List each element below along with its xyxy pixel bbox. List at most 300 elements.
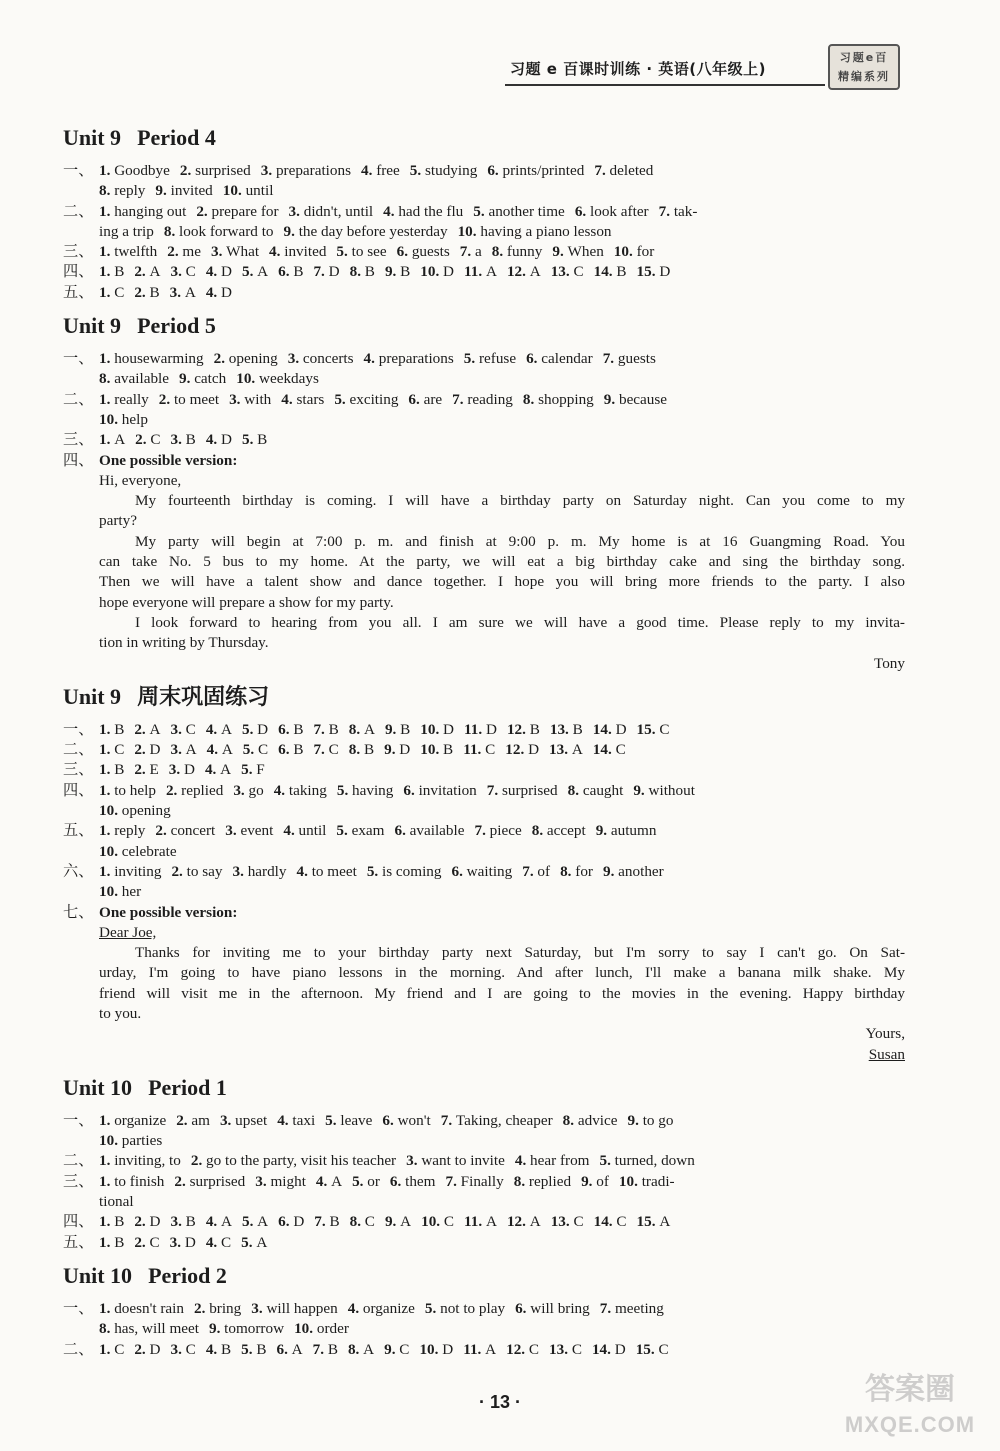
answer-row: [63, 222, 905, 242]
answer-item: 3. A: [169, 283, 196, 301]
answer-item: 10. D: [420, 720, 455, 738]
answer-item: 1. to help: [99, 781, 156, 799]
answer-item: 14. C: [593, 1213, 627, 1231]
answer-row: [63, 720, 905, 740]
item-number: 11.: [464, 720, 486, 738]
item-number: 2.: [158, 390, 174, 408]
answer-item: 7. B: [314, 1213, 340, 1231]
item-number: 8.: [99, 370, 115, 388]
item-number: 10.: [99, 410, 122, 428]
answer-item: 14. C: [592, 741, 626, 759]
item-number: 5.: [241, 761, 257, 779]
item-number: 10.: [420, 263, 444, 281]
item-number: 6.: [382, 1111, 398, 1129]
item-number: 7.: [599, 1299, 615, 1317]
essay-line: urday, I'm going to have piano lessons in the morning. And after lunch, I'll make a banana milk shake. My: [99, 964, 905, 982]
item-number: 15.: [636, 1213, 660, 1231]
exercise-number: 四、: [63, 781, 94, 799]
item-number: 1.: [99, 781, 115, 799]
item-number: 10.: [421, 1213, 444, 1231]
answer-item: 3. B: [170, 1213, 196, 1231]
answer-item: 1. really: [99, 390, 149, 408]
answer-item: 14. B: [593, 263, 627, 281]
answer-item: 15. D: [636, 263, 671, 281]
item-number: 10.: [420, 720, 444, 738]
answer-item: 8. shopping: [522, 390, 594, 408]
answer-row: [63, 1212, 905, 1232]
answer-item: 6. B: [278, 263, 304, 281]
essay-heading: [63, 903, 905, 923]
answer-row: [63, 1192, 905, 1212]
item-number: 2.: [134, 1340, 150, 1358]
answer-item: 1. hanging out: [99, 202, 187, 220]
answer-row: [63, 430, 905, 450]
exercise-number: 五、: [63, 1233, 94, 1251]
item-number: 2.: [176, 1111, 192, 1129]
answer-item: 4. invited: [269, 243, 327, 261]
item-number: 6.: [408, 390, 424, 408]
item-number: 2.: [134, 720, 150, 738]
answer-item: 14. D: [592, 720, 627, 738]
item-number: 6.: [515, 1299, 531, 1317]
item-number: 9.: [552, 243, 568, 261]
item-number: 5.: [599, 1152, 615, 1170]
item-number: 5.: [242, 741, 258, 759]
item-number: 4.: [296, 862, 312, 880]
answer-item: 5. another time: [473, 202, 565, 220]
item-number: 4.: [383, 202, 399, 220]
exercise-number: 一、: [63, 162, 94, 179]
item-number: 8.: [347, 1340, 364, 1358]
item-number: 9.: [155, 182, 171, 200]
answer-item: 1. inviting: [99, 862, 162, 880]
section-title: [63, 1261, 905, 1291]
site-watermark: [820, 1370, 1000, 1448]
answer-row: [63, 1233, 905, 1253]
answer-item: 11. D: [464, 720, 497, 738]
answer-item: 7. tak-: [658, 202, 698, 220]
item-number: 3.: [219, 1111, 236, 1129]
answer-item: 2. opening: [213, 350, 278, 368]
answer-item: 10. C: [421, 1213, 455, 1231]
section-unit: Unit 9: [63, 683, 122, 709]
answer-item: 5. exciting: [334, 390, 399, 408]
answer-item: 2. C: [135, 431, 161, 449]
answer-item: 10. help: [99, 410, 148, 428]
item-number: 15.: [636, 720, 660, 738]
answer-item: 10. order: [294, 1320, 349, 1338]
answer-item: 8. B: [349, 263, 375, 281]
answer-item: 6. calendar: [526, 350, 593, 368]
answer-item: 13. B: [549, 720, 583, 738]
item-number: 6.: [278, 741, 294, 759]
answer-row: [63, 760, 905, 780]
answer-item: tional: [99, 1193, 134, 1211]
section-unit: Unit 9: [63, 313, 122, 339]
item-number: 1.: [99, 1111, 115, 1129]
item-number: 9.: [384, 1213, 401, 1231]
item-number: 5.: [352, 1172, 368, 1190]
answer-item: 9. the day before yesterday: [283, 222, 448, 240]
item-number: 8.: [349, 263, 365, 281]
answer-item: 3. will happen: [251, 1299, 338, 1317]
answer-item: 5. C: [242, 741, 269, 759]
answer-item: 4. free: [361, 162, 400, 179]
answer-item: 4. to meet: [296, 862, 357, 880]
answer-item: 6. invitation: [403, 781, 477, 799]
item-number: 3.: [229, 390, 245, 408]
essay-body: [63, 923, 905, 1024]
answer-item: 15. C: [635, 1340, 669, 1358]
answer-row: [63, 390, 905, 410]
answer-item: 7. surprised: [486, 781, 558, 799]
answer-item: 6. D: [278, 1213, 305, 1231]
answer-item: 2. concert: [155, 822, 216, 840]
answer-item: 2. surprised: [174, 1172, 246, 1190]
answer-item: 6. them: [389, 1172, 436, 1190]
item-number: 5.: [241, 1233, 257, 1251]
answer-item: 5. is coming: [366, 862, 442, 880]
answer-item: 10. weekdays: [236, 370, 319, 388]
item-number: 5.: [241, 1213, 258, 1231]
answer-item: 1. B: [99, 1213, 125, 1231]
item-number: 3.: [168, 761, 184, 779]
answer-item: 2. D: [134, 741, 161, 759]
item-number: 3.: [170, 741, 186, 759]
answer-item: 4. B: [205, 1340, 232, 1358]
answer-item: 10. D: [420, 263, 455, 281]
answer-item: 9. to go: [627, 1111, 674, 1129]
essay-heading: [63, 451, 905, 471]
section-title: [63, 123, 905, 153]
item-number: 6.: [276, 1340, 292, 1358]
essay-line: party?: [99, 512, 137, 530]
answer-item: 4. stars: [281, 390, 325, 408]
item-number: 9.: [384, 1340, 400, 1358]
item-number: 2.: [171, 862, 187, 880]
item-number: 8.: [99, 182, 115, 200]
item-number: 4.: [283, 822, 299, 840]
item-number: 3.: [170, 1213, 186, 1231]
answer-item: 3. C: [170, 1340, 196, 1358]
answer-item: 7. B: [313, 720, 339, 738]
answer-item: 4. A: [205, 720, 232, 738]
answer-row: [63, 242, 905, 262]
essay-body: [63, 471, 905, 654]
item-number: 5.: [409, 162, 425, 179]
answer-item: 8. for: [560, 862, 593, 880]
answer-item: 13. C: [550, 263, 584, 281]
item-number: 1.: [99, 1213, 115, 1231]
item-number: 4.: [205, 1233, 221, 1251]
item-number: 15.: [635, 1340, 659, 1358]
answer-item: 2. to say: [171, 862, 223, 880]
item-number: 1.: [99, 720, 115, 738]
essay-line: Thanks for inviting me to your birthday party next Saturday, but I'm sorry to say I can't go. On Sat-: [135, 944, 905, 962]
item-number: 9.: [384, 741, 400, 759]
item-number: 13.: [549, 720, 573, 738]
item-number: 8.: [522, 390, 539, 408]
answer-item: 4. A: [206, 741, 233, 759]
answer-item: 11. C: [463, 741, 496, 759]
section-unit: Unit 9: [63, 125, 122, 150]
item-number: 10.: [618, 1172, 642, 1190]
item-number: 4.: [205, 263, 221, 281]
item-number: 1.: [99, 263, 115, 281]
answer-item: 6. A: [276, 1340, 303, 1358]
answer-item: 5. leave: [325, 1111, 373, 1129]
section-period: Period 5: [137, 313, 216, 339]
item-number: 6.: [526, 350, 542, 368]
answer-item: 1. housewarming: [99, 350, 204, 368]
answer-item: 3. didn't, until: [288, 202, 374, 220]
item-number: 5.: [463, 350, 479, 368]
essay-label: One possible version:: [99, 451, 238, 469]
item-number: 1.: [99, 1299, 115, 1317]
answer-item: 4. preparations: [363, 350, 454, 368]
answer-item: 9. autumn: [595, 822, 657, 840]
answer-item: 4. D: [205, 431, 232, 449]
item-number: 8.: [531, 822, 547, 840]
exercise-number: 二、: [63, 1340, 94, 1358]
answer-item: 5. F: [241, 761, 265, 779]
exercise-number: 五、: [63, 822, 94, 840]
item-number: 12.: [506, 1340, 529, 1358]
item-number: 9.: [283, 222, 299, 240]
item-number: 8.: [99, 1320, 115, 1338]
item-number: 5.: [424, 1299, 441, 1317]
answer-row: [63, 801, 905, 821]
item-number: 8.: [491, 243, 507, 261]
exercise-number: 三、: [63, 1172, 94, 1190]
answer-item: 9. catch: [179, 370, 227, 388]
exercise-number: 四、: [63, 1213, 94, 1231]
item-number: 5.: [334, 390, 350, 408]
item-number: 2.: [134, 761, 150, 779]
answer-item: 3. A: [170, 741, 197, 759]
answer-item: 4. taking: [273, 781, 327, 799]
item-number: 3.: [251, 1299, 267, 1317]
answer-item: 2. A: [134, 720, 161, 738]
item-number: 1.: [99, 761, 115, 779]
item-number: 4.: [315, 1172, 332, 1190]
item-number: 7.: [314, 1213, 330, 1231]
answer-row: [63, 410, 905, 430]
essay-line: to you.: [99, 1004, 142, 1022]
item-number: 4.: [273, 781, 289, 799]
exercise-number: 二、: [63, 1152, 94, 1170]
item-number: 8.: [348, 720, 364, 738]
answer-row: [63, 161, 905, 181]
essay-signature: Tony: [874, 654, 905, 672]
answer-item: 4. organize: [347, 1299, 415, 1317]
item-number: 3.: [170, 720, 186, 738]
item-number: 1.: [99, 741, 115, 759]
answer-item: 7. guests: [602, 350, 656, 368]
answer-item: 9. invited: [155, 182, 213, 200]
answer-item: 3. B: [170, 431, 196, 449]
item-number: 10.: [222, 182, 246, 200]
answer-item: 7. meeting: [599, 1299, 664, 1317]
exercise-number: 五、: [63, 283, 94, 301]
answer-item: 3. hardly: [232, 862, 287, 880]
answer-item: 5. A: [241, 1233, 268, 1251]
item-number: 3.: [288, 202, 304, 220]
answer-item: 12. A: [506, 263, 541, 281]
item-number: 7.: [459, 243, 475, 261]
answer-item: 4. D: [205, 263, 232, 281]
item-number: 5.: [241, 720, 258, 738]
answer-item: 5. having: [336, 781, 394, 799]
item-number: 7.: [313, 263, 329, 281]
item-number: 12.: [506, 720, 530, 738]
item-number: 4.: [205, 1340, 221, 1358]
watermark-text: 答案圈: [865, 1373, 955, 1406]
section-title: [63, 1073, 905, 1103]
answer-item: 6. are: [408, 390, 443, 408]
essay-greeting: Hi, everyone,: [99, 471, 182, 489]
answer-item: 2. am: [176, 1111, 210, 1129]
item-number: 4.: [361, 162, 377, 179]
answer-item: 10. her: [99, 883, 142, 901]
item-number: 1.: [99, 202, 115, 220]
answer-item: 7. Finally: [445, 1172, 504, 1190]
item-number: 11.: [463, 741, 486, 759]
section-title: [63, 682, 905, 712]
item-number: 3.: [170, 431, 186, 449]
item-number: 2.: [134, 263, 150, 281]
answer-item: 1. C: [99, 741, 125, 759]
section-unit: Unit 10: [63, 1262, 133, 1288]
exercise-number: 六、: [63, 862, 94, 880]
answer-item: 12. D: [505, 741, 540, 759]
answer-item: 9. D: [384, 741, 411, 759]
answer-item: 10. tradi-: [618, 1172, 675, 1190]
item-number: 6.: [403, 781, 419, 799]
item-number: 3.: [406, 1152, 422, 1170]
answer-item: 11. A: [464, 1213, 497, 1231]
item-number: 13.: [549, 1340, 572, 1358]
answer-item: 7. B: [312, 1340, 338, 1358]
item-number: 2.: [190, 1152, 207, 1170]
essay-signature: [63, 1045, 905, 1065]
answer-item: 13. C: [550, 1213, 584, 1231]
answer-item: 7. deleted: [594, 162, 654, 179]
answer-row: [63, 842, 905, 862]
item-number: 2.: [134, 741, 150, 759]
essay-closing: Yours,: [865, 1025, 905, 1043]
essay-line: can take No. 5 bus to my home. At the party, we will eat a big birthday cake and sing the birthday song.: [99, 553, 905, 571]
item-number: 13.: [549, 741, 572, 759]
logo-line-1: 习题e百: [839, 51, 889, 64]
item-number: 6.: [278, 1213, 294, 1231]
answer-row: [63, 1111, 905, 1131]
item-number: 4.: [205, 720, 221, 738]
item-number: 4.: [277, 1111, 293, 1129]
item-number: 1.: [99, 1340, 115, 1358]
answer-item: 10. celebrate: [99, 842, 177, 860]
item-number: 7.: [312, 1340, 328, 1358]
answer-item: 7. piece: [474, 822, 522, 840]
section-period: Period 1: [148, 1074, 227, 1100]
item-number: 5.: [241, 431, 258, 449]
answer-item: 9. because: [603, 390, 668, 408]
item-number: 3.: [233, 781, 249, 799]
answer-item: 6. won't: [382, 1111, 431, 1129]
answer-item: 1. Goodbye: [99, 162, 170, 179]
item-number: 3.: [169, 1233, 185, 1251]
exercise-number: 七、: [63, 903, 94, 921]
section-period: Period 4: [137, 125, 216, 150]
item-number: 4.: [206, 741, 222, 759]
exercise-number: 一、: [63, 1299, 94, 1317]
answer-item: 8. has, will meet: [99, 1320, 199, 1338]
answer-item: 1. twelfth: [99, 243, 158, 261]
exercise-number: 四、: [63, 451, 94, 469]
answer-item: 1. C: [99, 283, 125, 301]
item-number: 2.: [179, 162, 196, 179]
item-number: 1.: [99, 862, 115, 880]
item-number: 3.: [260, 162, 276, 179]
item-number: 1.: [99, 1152, 115, 1170]
exercise-number: 一、: [63, 350, 94, 368]
essay-line: Then we will have a talent show and dance together. I hope you will bring more friends to the party. I also: [99, 573, 905, 591]
item-number: 12.: [506, 263, 530, 281]
answer-item: 8. available: [99, 370, 169, 388]
section-title: [63, 311, 905, 341]
answer-item: 1. C: [99, 1340, 125, 1358]
section-period: 周末巩固练习: [137, 683, 270, 709]
answer-item: 8. accept: [531, 822, 586, 840]
answer-item: 4. until: [283, 822, 327, 840]
answer-item: 15. C: [636, 720, 670, 738]
item-number: 1.: [99, 1233, 115, 1251]
item-number: 6.: [278, 263, 294, 281]
item-number: 5.: [241, 1340, 257, 1358]
answer-item: 3. event: [225, 822, 274, 840]
item-number: 10.: [457, 222, 481, 240]
answer-item: 2. go to the party, visit his teacher: [190, 1152, 397, 1170]
answer-item: 4. D: [205, 283, 232, 301]
item-number: 7.: [522, 862, 538, 880]
item-number: 1.: [99, 162, 115, 179]
answer-item: 8. A: [347, 1340, 375, 1358]
answer-item: 2. A: [134, 263, 161, 281]
answer-row: [63, 1299, 905, 1319]
book-header-title: 习题 e 百课时训练 · 英语(八年级上): [510, 60, 766, 78]
answer-item: 7. a: [459, 243, 482, 261]
item-number: 9.: [603, 390, 619, 408]
answer-item: 1. doesn't rain: [99, 1299, 184, 1317]
answer-item: 1. reply: [99, 822, 146, 840]
answer-item: 7. D: [313, 263, 340, 281]
item-number: 2.: [196, 202, 212, 220]
item-number: 2.: [134, 1213, 150, 1231]
exercise-number: 二、: [63, 741, 94, 759]
item-number: 10.: [613, 243, 637, 261]
answer-item: 5. exam: [336, 822, 385, 840]
answer-content: [63, 115, 905, 1360]
item-number: 4.: [514, 1152, 531, 1170]
answer-item: 2. to meet: [158, 390, 220, 408]
answer-item: 5. or: [352, 1172, 380, 1190]
item-number: 7.: [486, 781, 502, 799]
item-number: 3.: [232, 862, 248, 880]
answer-item: 10. having a piano lesson: [457, 222, 612, 240]
answer-row: [63, 781, 905, 801]
item-number: 4.: [205, 283, 221, 301]
item-number: 2.: [174, 1172, 190, 1190]
